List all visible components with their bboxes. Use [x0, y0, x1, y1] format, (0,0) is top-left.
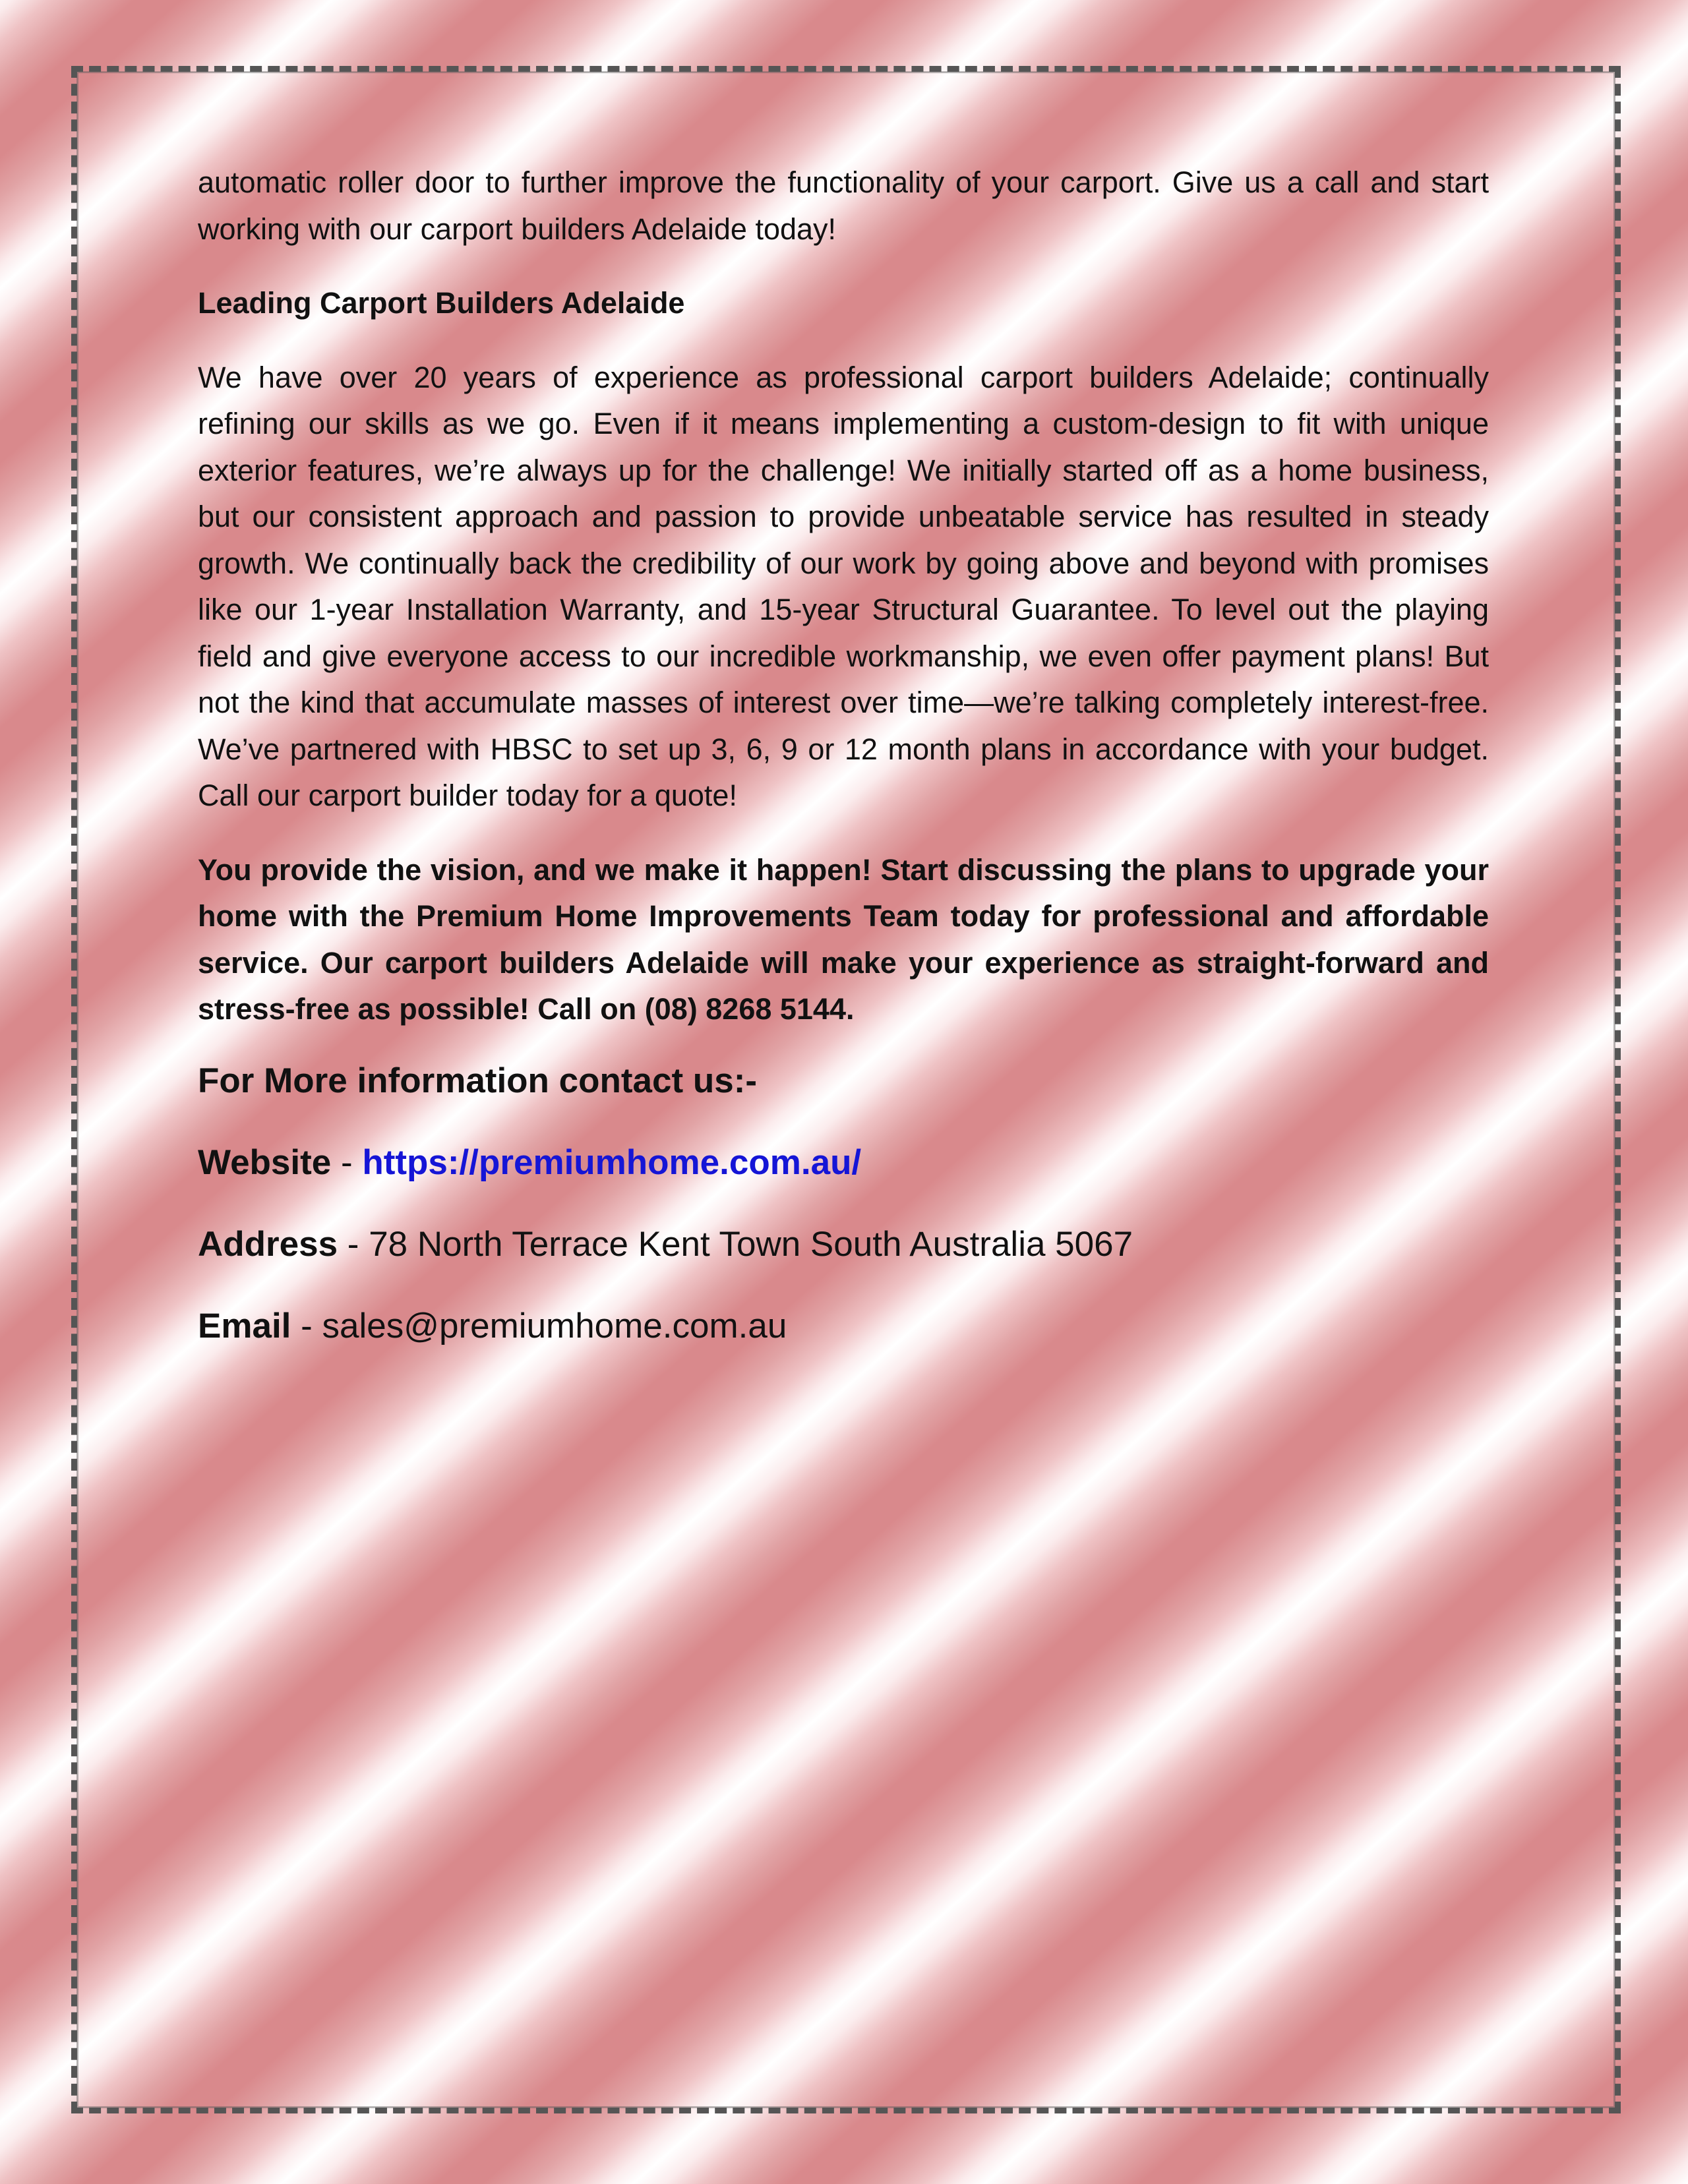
- closing-paragraph: You provide the vision, and we make it happen! Start discussing the plans to upgrade your home with the Premium Home Improvements Team today for professional and affordable service. Our carport builders Adelaide will make your experience as straight-forward and stress-free as possible! Call on (08) 8268 5144.: [198, 852, 1489, 1026]
- email-label: Email: [198, 1306, 291, 1345]
- address-separator: -: [338, 1224, 369, 1264]
- address-value: 78 North Terrace Kent Town South Australia 5067: [369, 1224, 1133, 1264]
- body-paragraph: We have over 20 years of experience as professional carport builders Adelaide; continually refining our skills as we go. Even if it means implementing a custom-design to fit with unique exterior features, we’re always up for the challenge! We initially started off as a home business, but our consistent approach and passion to provide unbeatable service has resulted in steady growth. We continually back the credibility of our work by going above and beyond with promises like our 1-year Installation Warranty, and 15-year Structural Guarantee. To level out the playing field and give everyone access to our incredible workmanship, we even offer payment plans! But not the kind that accumulate masses of interest over time—we’re talking completely interest-free. We’ve partnered with HBSC to set up 3, 6, 9 or 12 month plans in accordance with your budget. Call our carport builder today for a quote!: [198, 360, 1489, 812]
- email-value: sales@premiumhome.com.au: [322, 1306, 787, 1345]
- contact-title: For More information contact us:-: [198, 1061, 757, 1100]
- intro-paragraph: automatic roller door to further improve the functionality of your carport. Give us a call and start working with our carport builders Adelaide today!: [198, 165, 1489, 246]
- address-label: Address: [198, 1224, 338, 1264]
- email-separator: -: [291, 1306, 322, 1345]
- website-separator: -: [331, 1142, 363, 1182]
- document-body: [198, 160, 1489, 1385]
- website-line: [198, 1140, 1489, 1186]
- website-link[interactable]: https://premiumhome.com.au/: [362, 1142, 862, 1182]
- section-heading: Leading Carport Builders Adelaide: [198, 286, 685, 320]
- website-label: Website: [198, 1142, 332, 1182]
- address-line: [198, 1222, 1489, 1268]
- email-line: [198, 1303, 1489, 1349]
